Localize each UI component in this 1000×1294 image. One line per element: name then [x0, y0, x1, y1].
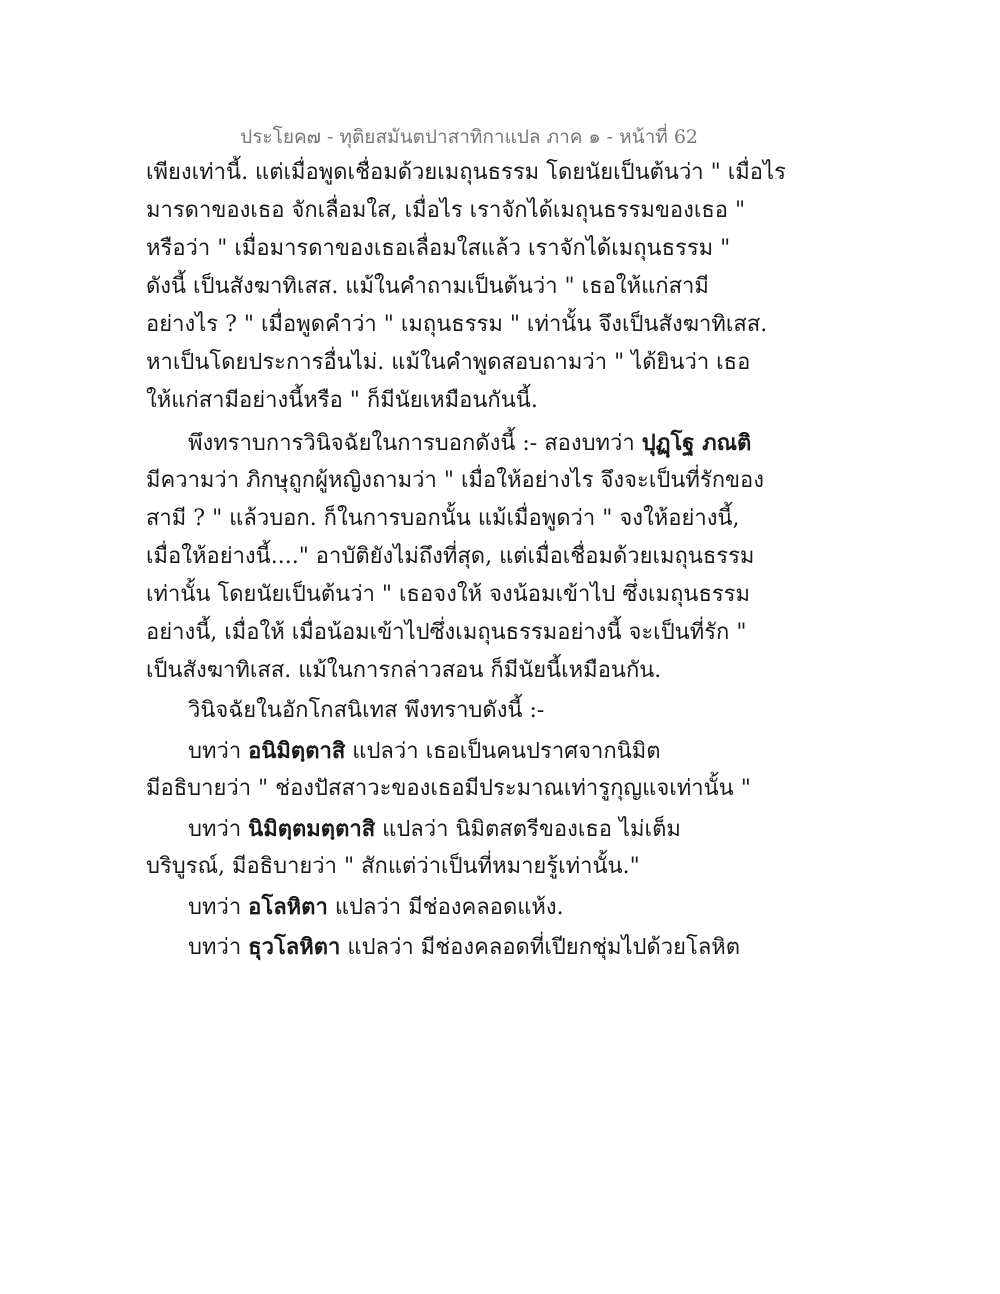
text-line: [188, 814, 681, 845]
text-line: [146, 542, 754, 572]
text-segment: บทว่า: [188, 739, 249, 764]
page-header: ประโยค๗ - ทุติยสมันตปาสาทิกาแปล ภาค ๑ - หน้าที่ 62: [240, 126, 698, 148]
text-line: [146, 234, 730, 264]
text-segment: แปลว่า นิมิตสตรีของเธอ ไม่เต็ม: [375, 817, 681, 842]
text-segment: หรือว่า " เมื่อมารดาของเธอเลื่อมใสแล้ว เราจักได้เมถุนธรรม ": [146, 236, 731, 261]
text-line: [146, 158, 786, 188]
text-line: [188, 428, 751, 459]
text-segment: อย่างนี้, เมื่อให้ เมื่อน้อมเข้าไปซึ่งเมถุนธรรมอย่างนี้ จะเป็นที่รัก ": [146, 620, 747, 645]
text-segment: เพียงเท่านี้. แต่เมื่อพูดเชื่อมด้วยเมถุนธรรม โดยนัยเป็นต้นว่า " เมื่อไร: [146, 160, 786, 185]
text-segment: แปลว่า มีช่องคลอดแห้ง.: [327, 895, 564, 920]
text-segment: มารดาของเธอ จักเลื่อมใส, เมื่อไร เราจักได้เมถุนธรรมของเธอ ": [146, 198, 746, 223]
text-segment: บทว่า: [188, 895, 249, 920]
text-line: [146, 774, 751, 804]
pali-term: ธุวโลหิตา: [248, 934, 341, 960]
text-segment: บทว่า: [188, 817, 249, 842]
text-line: [146, 466, 764, 496]
text-segment: เท่านั้น โดยนัยเป็นต้นว่า " เธอจงให้ จงน้อมเข้าไป ซึ่งเมถุนธรรม: [146, 582, 751, 607]
text-segment: ให้แก่สามีอย่างนี้หรือ " ก็มีนัยเหมือนกันนี้.: [146, 388, 538, 413]
text-line: [146, 656, 661, 686]
text-segment: เมื่อให้อย่างนี้...." อาบัติยังไม่ถึงที่สุด, แต่เมื่อเชื่อมด้วยเมถุนธรรม: [146, 544, 755, 569]
text-segment: บทว่า: [188, 935, 249, 960]
text-segment: บริบูรณ์, มีอธิบายว่า " สักแต่ว่าเป็นที่หมายรู้เท่านั้น.": [146, 854, 640, 879]
text-line: [146, 272, 709, 302]
text-line: [146, 386, 538, 416]
text-segment: หาเป็นโดยประการอื่นไม่. แม้ในคำพูดสอบถามว่า " ได้ยินว่า เธอ: [146, 350, 751, 375]
text-line: [146, 504, 739, 534]
text-segment: เป็นสังฆาทิเสส. แม้ในการกล่าวสอน ก็มีนัยนี้เหมือนกัน.: [146, 658, 662, 683]
pali-term: ปุฏฺโฐ ภณติ: [641, 430, 752, 456]
text-line: [146, 618, 746, 648]
text-line: [188, 892, 564, 923]
text-line: [146, 852, 640, 882]
text-segment: อย่างไร ? " เมื่อพูดคำว่า " เมถุนธรรม " เท่านั้น จึงเป็นสังฆาทิเสส.: [146, 312, 768, 337]
text-segment: แปลว่า มีช่องคลอดที่เปียกชุ่มไปด้วยโลหิต: [340, 935, 741, 960]
text-line: [188, 736, 661, 767]
text-line: [188, 696, 544, 726]
text-line: [146, 310, 767, 340]
text-segment: พึงทราบการวินิจฉัยในการบอกดังนี้ :- สองบทว่า: [188, 431, 642, 456]
pali-term: อนิมิตฺตาสิ: [248, 738, 346, 764]
text-line: [188, 932, 740, 963]
text-segment: มีความว่า ภิกษุถูกผู้หญิงถามว่า " เมื่อให้อย่างไร จึงจะเป็นที่รักของ: [146, 468, 765, 493]
text-segment: สามี ? " แล้วบอก. ก็ในการบอกนั้น แม้เมื่อพูดว่า " จงให้อย่างนี้,: [146, 506, 740, 531]
text-segment: มีอธิบายว่า " ช่องปัสสาวะของเธอมีประมาณเท่ารูกุญแจเท่านั้น ": [146, 776, 751, 801]
pali-term: อโลหิตา: [248, 894, 328, 920]
text-line: [146, 348, 750, 378]
text-line: [146, 580, 750, 610]
text-segment: แปลว่า เธอเป็นคนปราศจากนิมิต: [345, 739, 661, 764]
text-segment: ดังนี้ เป็นสังฆาทิเสส. แม้ในคำถามเป็นต้นว่า " เธอให้แก่สามี: [146, 274, 709, 299]
text-segment: วินิจฉัยในอักโกสนิเทส พึงทราบดังนี้ :-: [188, 698, 545, 723]
text-line: [146, 196, 745, 226]
pali-term: นิมิตฺตมตฺตาสิ: [248, 816, 376, 842]
